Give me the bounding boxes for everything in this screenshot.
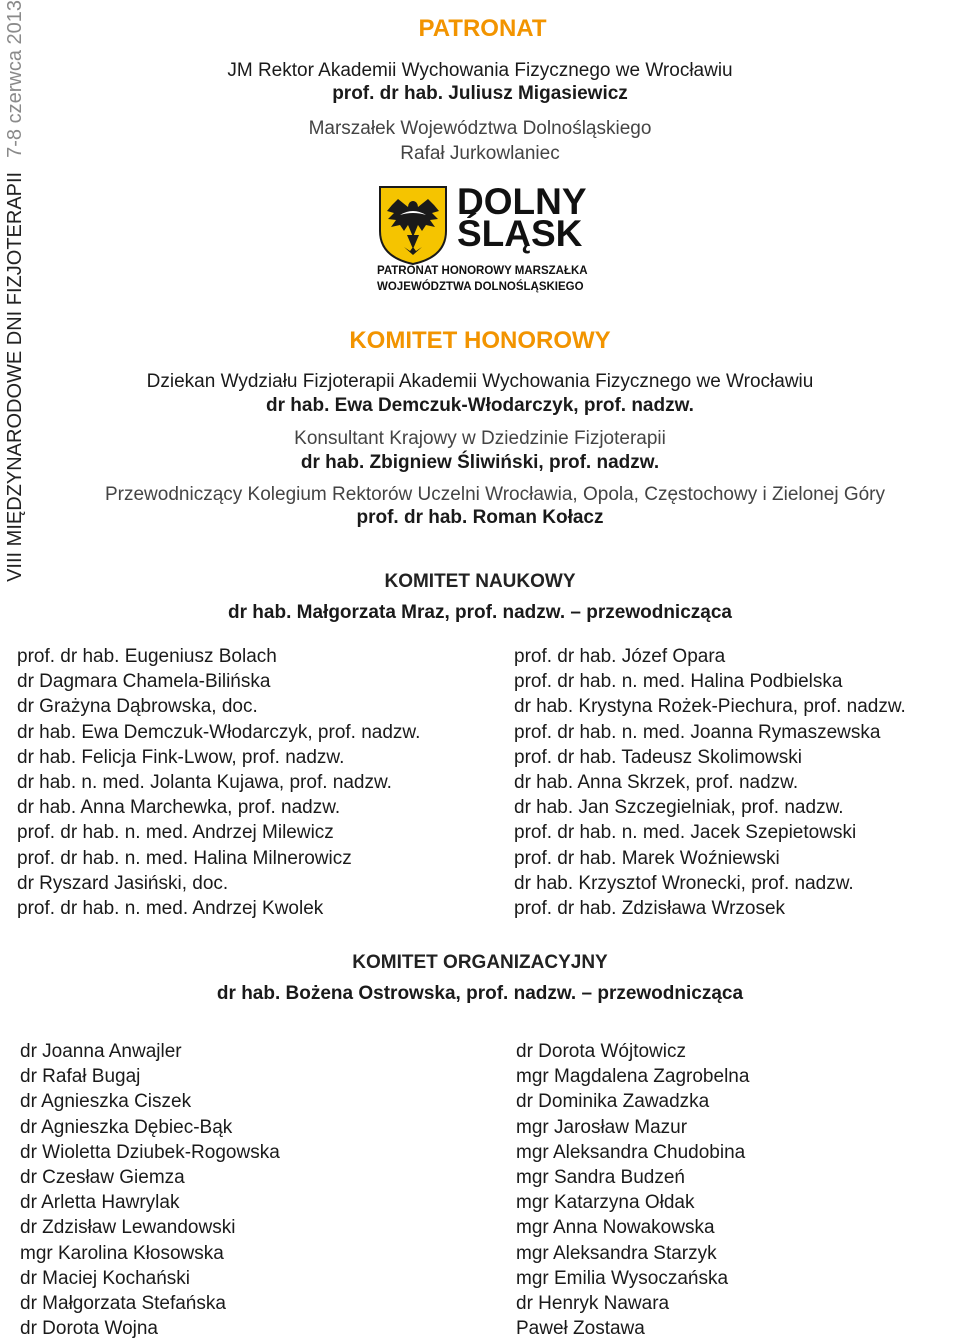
- organizacyjny-chair: dr hab. Bożena Ostrowska, prof. nadzw. – przewodnicząca: [216, 983, 744, 1004]
- list-item: prof. dr hab. Marek Woźniewski: [514, 847, 780, 869]
- list-item: dr Grażyna Dąbrowska, doc.: [17, 696, 258, 718]
- list-item: dr Wioletta Dziubek-Rogowska: [20, 1141, 280, 1163]
- list-item: mgr Aleksandra Chudobina: [516, 1141, 746, 1163]
- list-item: prof. dr hab. n. med. Jacek Szepietowski: [514, 822, 857, 844]
- logo-word-1: DOLNY: [457, 181, 587, 222]
- list-item: dr Ryszard Jasiński, doc.: [17, 872, 229, 894]
- list-item: dr Agnieszka Ciszek: [20, 1091, 192, 1113]
- list-item: prof. dr hab. Tadeusz Skolimowski: [514, 746, 802, 768]
- list-item: dr Dagmara Chamela-Bilińska: [17, 671, 271, 693]
- naukowy-right-list: [514, 644, 906, 921]
- honorowy-dean-title: Dziekan Wydziału Fizjoterapii Akademii Wychowania Fizycznego we Wrocławiu: [146, 371, 814, 392]
- list-item: dr Henryk Nawara: [516, 1292, 670, 1314]
- list-item: dr Dominika Zawadzka: [516, 1091, 710, 1113]
- list-item: dr Czesław Giemza: [20, 1166, 185, 1188]
- list-item: dr hab. Anna Skrzek, prof. nadzw.: [514, 771, 799, 793]
- eagle-crest-icon: [378, 185, 448, 265]
- list-item: mgr Emilia Wysoczańska: [516, 1267, 729, 1289]
- patronat-rector-name: prof. dr hab. Juliusz Migasiewicz: [332, 83, 628, 104]
- patronat-marshal-title: Marszałek Województwa Dolnośląskiego: [308, 118, 652, 139]
- list-item: dr hab. Felicja Fink-Lwow, prof. nadzw.: [17, 746, 345, 768]
- logo-subtitle-1: PATRONAT HONOROWY MARSZAŁKA: [377, 265, 588, 277]
- list-item: prof. dr hab. Józef Opara: [514, 646, 726, 667]
- list-item: prof. dr hab. Eugeniusz Bolach: [17, 646, 277, 667]
- event-date: 7-8 czerwca 2013: [4, 0, 26, 158]
- honorowy-consultant-title: Konsultant Krajowy w Dziedzinie Fizjoterapii: [294, 428, 666, 449]
- logo-word-2: ŚLĄSK: [457, 213, 583, 254]
- list-item: dr hab. n. med. Jolanta Kujawa, prof. nadzw.: [17, 771, 392, 793]
- list-item: dr Agnieszka Dębiec-Bąk: [20, 1116, 233, 1138]
- patronat-rector-title: JM Rektor Akademii Wychowania Fizycznego we Wrocławiu: [227, 60, 733, 81]
- list-item: dr Małgorzata Stefańska: [20, 1292, 226, 1314]
- patronat-marshal-name: Rafał Jurkowlaniec: [400, 143, 560, 164]
- list-item: dr Maciej Kochański: [20, 1267, 191, 1289]
- list-item: dr hab. Anna Marchewka, prof. nadzw.: [17, 797, 341, 819]
- list-item: dr Rafał Bugaj: [20, 1066, 141, 1088]
- list-item: mgr Karolina Kłosowska: [20, 1242, 224, 1264]
- list-item: mgr Magdalena Zagrobelna: [516, 1066, 750, 1088]
- organizacyjny-left-list: [20, 1039, 280, 1341]
- naukowy-heading: KOMITET NAUKOWY: [384, 571, 576, 592]
- list-item: prof. dr hab. n. med. Andrzej Milewicz: [17, 822, 334, 844]
- honorowy-heading-wrap: [0, 327, 960, 355]
- honorowy-chairman-title: Przewodniczący Kolegium Rektorów Uczelni Wrocławia, Opola, Częstochowy i Zielonej Góry: [104, 484, 885, 505]
- honorowy-chairman-name: prof. dr hab. Roman Kołacz: [356, 507, 604, 528]
- list-item: dr hab. Jan Szczegielniak, prof. nadzw.: [514, 797, 844, 819]
- list-item: dr hab. Krzysztof Wronecki, prof. nadzw.: [514, 872, 854, 894]
- naukowy-chair: dr hab. Małgorzata Mraz, prof. nadzw. – przewodnicząca: [228, 602, 732, 623]
- list-item: mgr Katarzyna Ołdak: [516, 1192, 695, 1214]
- list-item: mgr Aleksandra Starzyk: [516, 1242, 717, 1264]
- list-item: prof. dr hab. n. med. Halina Podbielska: [514, 671, 843, 693]
- patronat-heading-wrap: [0, 15, 960, 43]
- list-item: dr hab. Ewa Demczuk-Włodarczyk, prof. nadzw.: [17, 721, 421, 743]
- honorowy-heading: KOMITET HONOROWY: [349, 327, 611, 354]
- list-item: dr Dorota Wójtowicz: [516, 1041, 686, 1062]
- dolny-slask-logo: [375, 181, 595, 300]
- list-item: mgr Sandra Budzeń: [516, 1166, 685, 1188]
- list-item: prof. dr hab. Zdzisława Wrzosek: [514, 897, 786, 919]
- honorowy-dean-name: dr hab. Ewa Demczuk-Włodarczyk, prof. nadzw.: [266, 395, 694, 416]
- list-item: dr hab. Krystyna Rożek-Piechura, prof. nadzw.: [514, 696, 906, 718]
- organizacyjny-heading: KOMITET ORGANIZACYJNY: [352, 952, 608, 973]
- list-item: mgr Jarosław Mazur: [516, 1116, 688, 1138]
- list-item: prof. dr hab. n. med. Halina Milnerowicz: [17, 847, 352, 869]
- naukowy-left-list: [17, 644, 420, 921]
- list-item: dr Zdzisław Lewandowski: [20, 1217, 236, 1239]
- honorowy-consultant-name: dr hab. Zbigniew Śliwiński, prof. nadzw.: [300, 452, 660, 473]
- list-item: dr Joanna Anwajler: [20, 1041, 182, 1062]
- logo-subtitle-2: WOJEWÓDZTWA DOLNOŚLĄSKIEGO: [377, 281, 584, 293]
- organizacyjny-right-list: [516, 1039, 749, 1341]
- list-item: mgr Anna Nowakowska: [516, 1217, 715, 1239]
- event-title: VIII MIĘDZYNARODOWE DNI FIZJOTERAPII: [4, 171, 26, 582]
- list-item: dr Arletta Hawrylak: [20, 1192, 180, 1214]
- list-item: prof. dr hab. n. med. Joanna Rymaszewska: [514, 721, 881, 743]
- patronat-heading: PATRONAT: [418, 15, 547, 42]
- list-item: dr Dorota Wojna: [20, 1318, 158, 1340]
- list-item: Paweł Zostawa: [516, 1318, 645, 1340]
- list-item: prof. dr hab. n. med. Andrzej Kwolek: [17, 897, 324, 919]
